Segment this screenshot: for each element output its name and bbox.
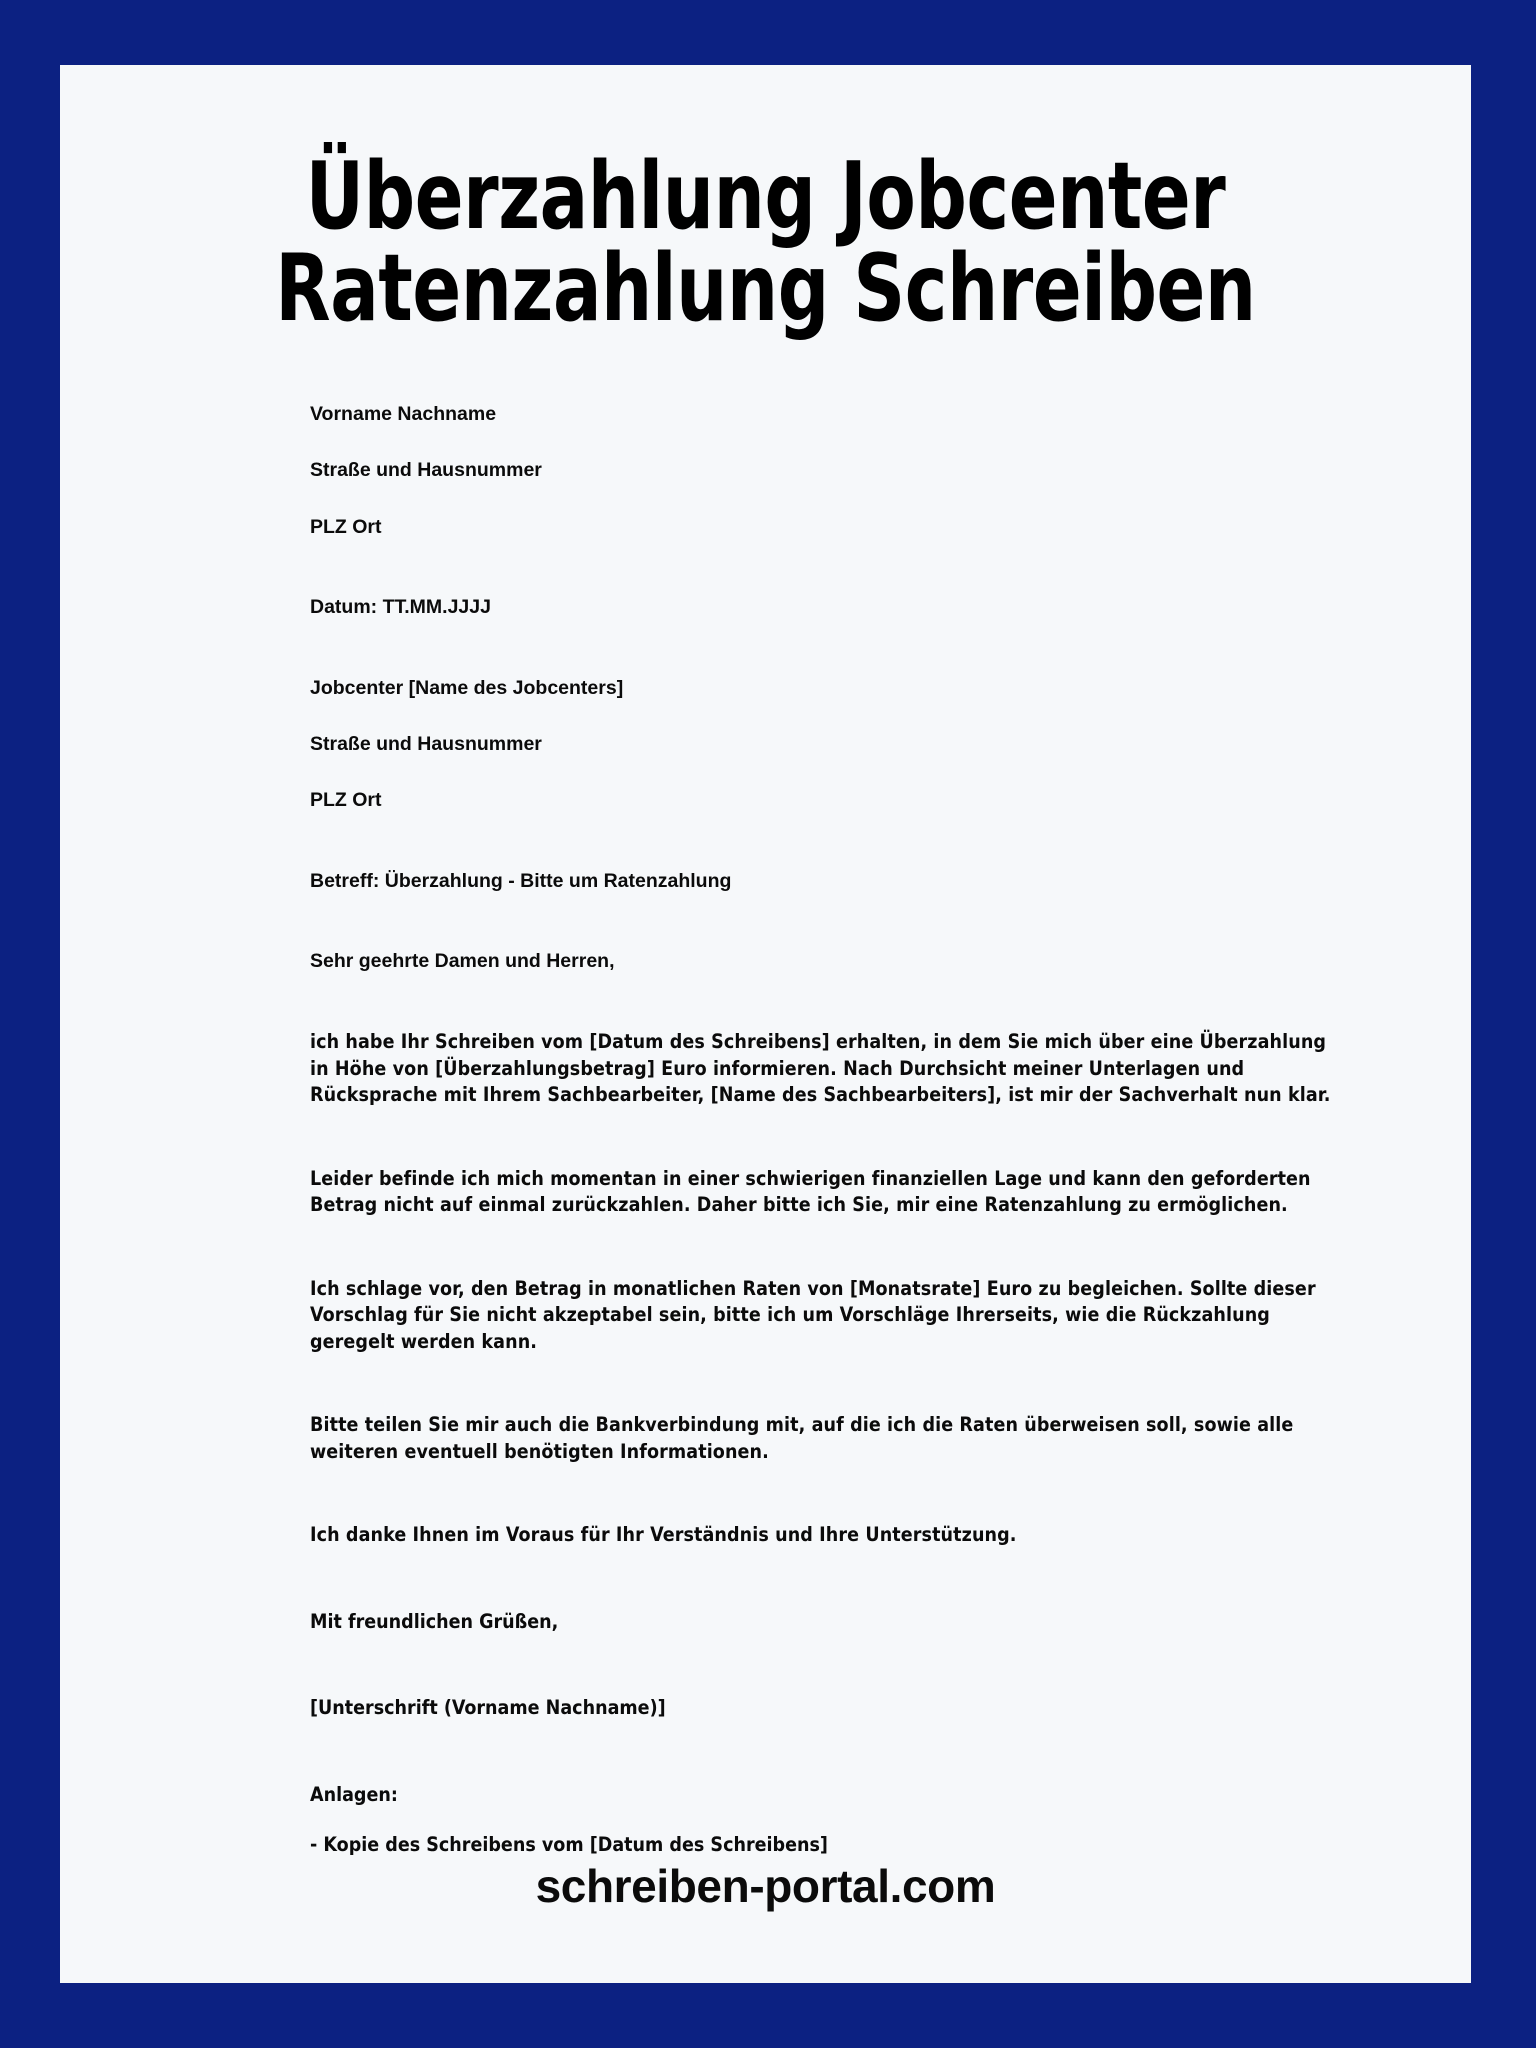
attachments-label: Anlagen:	[310, 1782, 398, 1806]
subject-line: Betreff: Überzahlung - Bitte um Ratenzahlung	[310, 869, 732, 892]
salutation-line: Sehr geehrte Damen und Herren,	[310, 949, 615, 972]
letter-paragraph: ich habe Ihr Schreiben vom [Datum des Schreibens] erhalten, in dem Sie mich über eine Überzahlung in Höhe von [Überzahlungsbetrag] Euro informieren. Nach Durchsicht meiner Unterlagen und Rücksprache mit Ihrem Sachbearbeiter, [Name des Sachbearbeiters], ist mir der Sachverhalt nun klar.	[310, 1030, 1331, 1107]
recipient-street: Straße und Hausnummer	[310, 732, 542, 755]
signature-line: [Unterschrift (Vorname Nachname)]	[310, 1696, 666, 1720]
spacer	[310, 1465, 1348, 1522]
letter-paragraph: Bitte teilen Sie mir auch die Bankverbindung mit, auf die ich die Raten überweisen soll, sowie alle weiteren eventuell benötigten Informationen.	[310, 1413, 1294, 1463]
sender-city: PLZ Ort	[310, 515, 382, 538]
page-title: Überzahlung Jobcenter Ratenzahlung Schreiben	[275, 142, 1256, 343]
spacer	[310, 1635, 1348, 1695]
site-footer	[60, 1859, 1471, 1913]
spacer	[310, 1549, 1348, 1609]
recipient-name: Jobcenter [Name des Jobcenters]	[310, 676, 624, 699]
letter-paragraph: Ich danke Ihnen im Voraus für Ihr Verständnis und Ihre Unterstützung.	[310, 1523, 1017, 1547]
spacer	[310, 652, 1348, 676]
brand-name: schreiben-portal.com	[535, 1860, 996, 1912]
spacer	[310, 1109, 1348, 1166]
letter-card	[60, 65, 1471, 1983]
spacer	[310, 1219, 1348, 1276]
spacer	[310, 571, 1348, 595]
spacer	[310, 1005, 1348, 1029]
sender-name: Vorname Nachname	[310, 403, 497, 426]
recipient-city: PLZ Ort	[310, 789, 382, 812]
attachment-item: - Kopie des Schreibens vom [Datum des Schreibens]	[310, 1833, 828, 1857]
letter-body	[310, 334, 1348, 1859]
closing-line: Mit freundlichen Grüßen,	[310, 1609, 559, 1633]
sender-street: Straße und Hausnummer	[310, 459, 542, 482]
spacer	[310, 925, 1348, 949]
spacer	[310, 1355, 1348, 1412]
spacer	[310, 845, 1348, 869]
sender-address-block	[310, 402, 1348, 540]
date-line: Datum: TT.MM.JJJJ	[310, 596, 491, 619]
spacer	[310, 1722, 1348, 1782]
recipient-address-block	[310, 676, 1348, 814]
letter-paragraph: Leider befinde ich mich momentan in einer schwierigen finanziellen Lage und kann den geforderten Betrag nicht auf einmal zurückzahlen. Daher bitte ich Sie, mir eine Ratenzahlung zu ermöglichen.	[310, 1166, 1311, 1217]
letter-paragraph: Ich schlage vor, den Betrag in monatlichen Raten von [Monatsrate] Euro zu begleichen. Sollte dieser Vorschlag für Sie nicht akzeptabel sein, bitte ich um Vorschläge Ihrerseits, wie die Rückzahlung geregelt werden kann.	[310, 1276, 1316, 1353]
spacer	[310, 1808, 1348, 1832]
